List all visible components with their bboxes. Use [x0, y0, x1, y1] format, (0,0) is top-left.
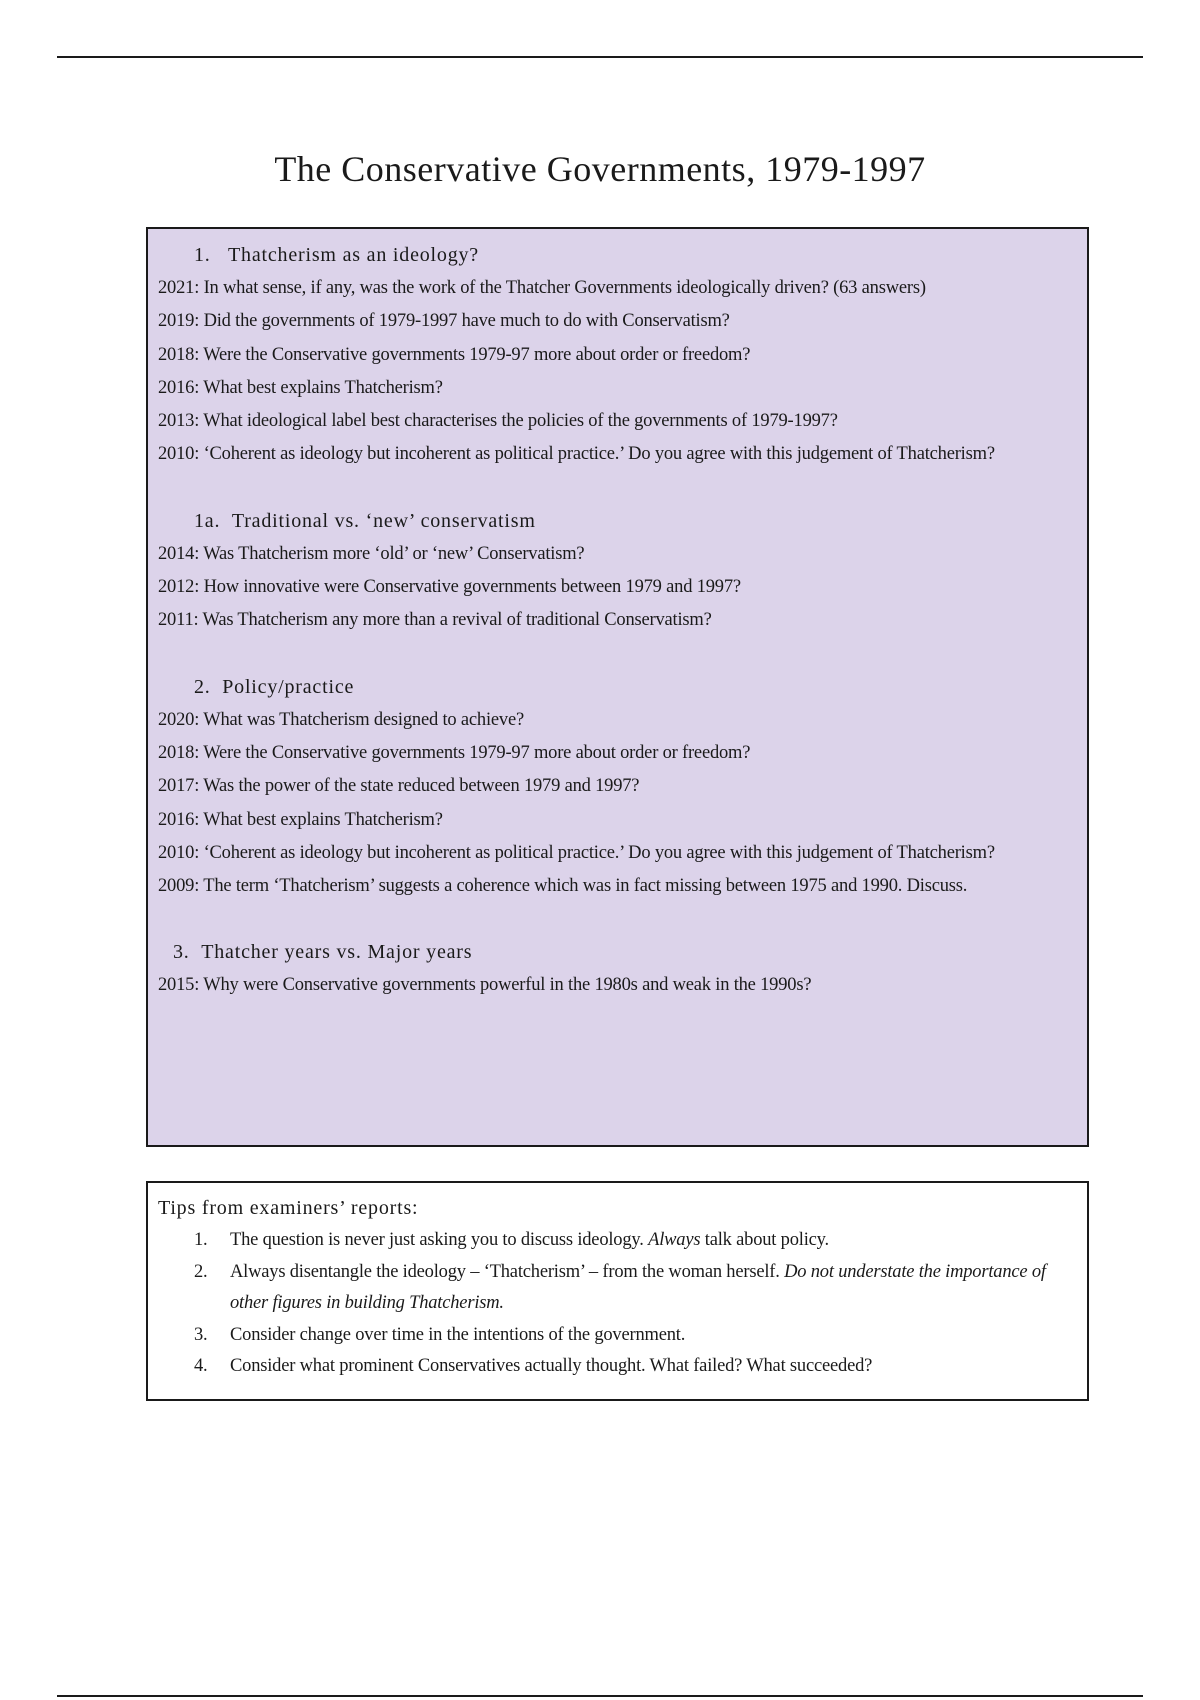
section-title: Policy/practice: [222, 675, 355, 698]
tip-text: Always disentangle the ideology – ‘Thatcherism’ – from the woman herself.: [230, 1261, 785, 1282]
section-thatcher-vs-major: [158, 936, 1077, 1002]
bottom-rule: [57, 1695, 1143, 1697]
tip-item: [158, 1257, 1077, 1320]
question-item: 2018: Were the Conservative governments 1979-97 more about order or freedom?: [158, 344, 751, 365]
question-item: 2019: Did the governments of 1979-1997 have much to do with Conservatism?: [158, 311, 730, 332]
tip-number: 3.: [194, 1324, 208, 1345]
question-item: 2016: What best explains Thatcherism?: [158, 809, 443, 830]
section-number: 1.: [194, 244, 211, 266]
question-item: 2010: ‘Coherent as ideology but incoherent as political practice.’ Do you agree with this judgement of Thatcherism?: [158, 444, 995, 465]
tip-item: [158, 1320, 1077, 1352]
question-item: 2014: Was Thatcherism more ‘old’ or ‘new’ Conservatism?: [158, 543, 585, 564]
question-item: 2017: Was the power of the state reduced between 1979 and 1997?: [158, 776, 640, 797]
tip-item: [158, 1351, 1077, 1383]
tip-text: Consider change over time in the intentions of the government.: [230, 1324, 686, 1345]
tip-text: Consider what prominent Conservatives actually thought. What failed? What succeeded?: [230, 1356, 873, 1376]
question-item: 2018: Were the Conservative governments 1979-97 more about order or freedom?: [158, 742, 751, 763]
section-heading: [158, 936, 1077, 969]
tip-text: The question is never just asking you to discuss ideology.: [230, 1230, 649, 1250]
section-heading: [158, 505, 1077, 538]
question-item: 2020: What was Thatcherism designed to achieve?: [158, 709, 524, 730]
section-traditional-vs-new: [158, 505, 1077, 638]
question-item: 2011: Was Thatcherism any more than a revival of traditional Conservatism?: [158, 610, 712, 631]
page-title: The Conservative Governments, 1979-1997: [274, 149, 926, 189]
question-item: 2016: What best explains Thatcherism?: [158, 377, 443, 398]
section-title: Traditional vs. ‘new’ conservatism: [231, 509, 536, 532]
tip-number: 4.: [194, 1356, 208, 1376]
tips-list: [158, 1225, 1077, 1383]
top-rule: [57, 56, 1143, 58]
tip-item: [158, 1225, 1077, 1257]
section-heading: [158, 671, 1077, 704]
section-number: 2.: [194, 675, 211, 698]
question-item: 2012: How innovative were Conservative governments between 1979 and 1997?: [158, 577, 741, 598]
tips-panel: [146, 1181, 1089, 1401]
question-item: 2015: Why were Conservative governments powerful in the 1980s and weak in the 1990s?: [158, 975, 812, 996]
tip-text-after: talk about policy.: [700, 1230, 829, 1250]
question-item: 2010: ‘Coherent as ideology but incoherent as political practice.’ Do you agree with this judgement of Thatcherism?: [158, 842, 995, 863]
section-heading: [158, 239, 1077, 272]
section-number: 1a.: [194, 509, 221, 532]
question-item: 2013: What ideological label best characterises the policies of the governments of 1979-1997?: [158, 411, 838, 432]
question-item: 2021: In what sense, if any, was the work of the Thatcher Governments ideologically driven? (63 answers): [158, 278, 926, 298]
questions-panel: [146, 227, 1089, 1147]
tip-emphasis: Always: [648, 1230, 701, 1250]
tip-number: 2.: [194, 1261, 208, 1282]
section-title: Thatcherism as an ideology?: [228, 244, 479, 266]
tips-heading: Tips from examiners’ reports:: [158, 1197, 419, 1219]
section-ideology: [158, 239, 1077, 472]
tip-emphasis: Do not understate the importance of other figures in building Thatcherism.: [230, 1261, 1046, 1313]
section-number: 3.: [173, 941, 190, 964]
section-policy-practice: [158, 671, 1077, 904]
section-title: Thatcher years vs. Major years: [201, 941, 473, 964]
tip-number: 1.: [194, 1230, 208, 1250]
question-item: 2009: The term ‘Thatcherism’ suggests a coherence which was in fact missing between 1975 and 1990. Discuss.: [158, 876, 968, 897]
